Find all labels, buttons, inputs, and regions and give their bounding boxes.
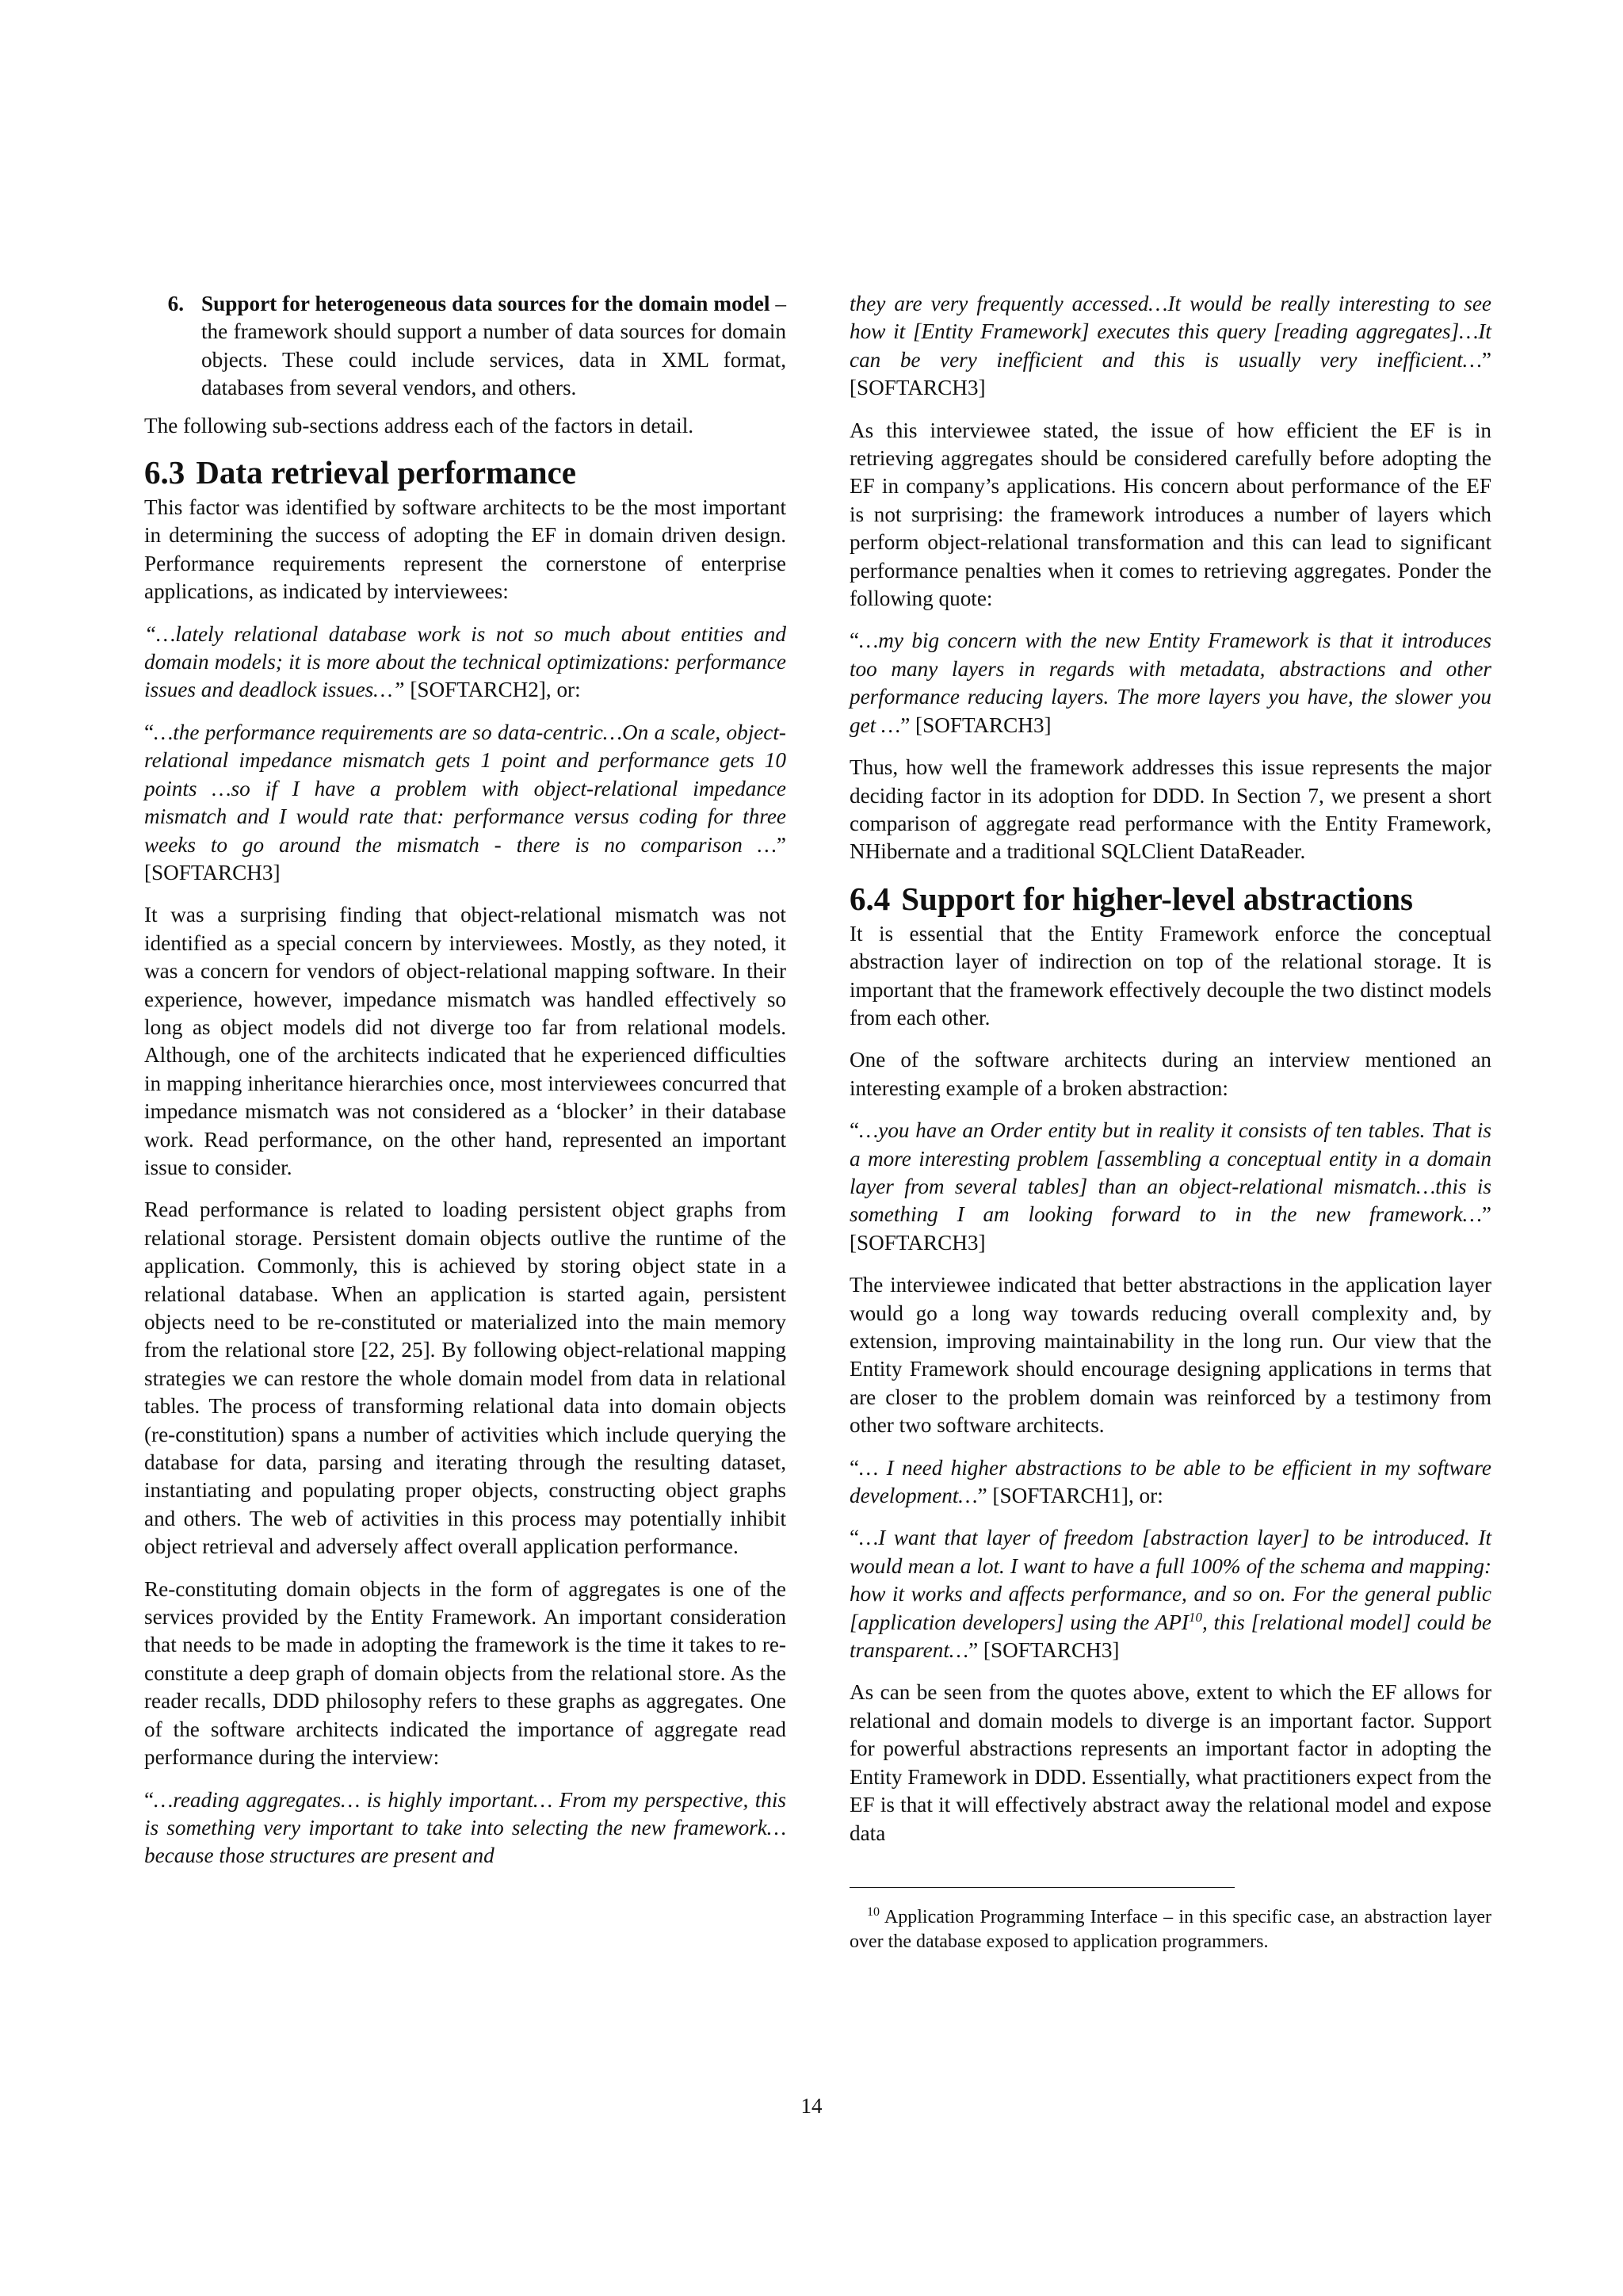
quote-italic: …you have an Order entity but in reality it consists of ten tables. That is a more interesting problem [assembling a conceptual entity in a domain layer from several tables] than an object-relational mismatch…this is something I am looking forward to in the new framework… (850, 1118, 1491, 1227)
quote-open: “ (850, 1455, 860, 1480)
quote-open: “ (850, 1526, 860, 1550)
section-number: 6.3 (144, 454, 185, 491)
paragraph: As this interviewee stated, the issue of how efficient the EF is in retrieving aggregates should be considered carefully before adopting the EF in company’s applications. His concern about performance of the EF is not surprising: the framework introduces a number of layers which perform object-relational transformation and this can lead to significant performance penalties when it comes to retrieving aggregates. Ponder the following quote: (850, 418, 1491, 611)
left-column (144, 290, 786, 1885)
section-title: Data retrieval performance (196, 454, 576, 491)
page-number: 14 (800, 2094, 823, 2118)
footnote-text: Application Programming Interface – in this specific case, an abstraction layer over the database exposed to application programmers. (850, 1906, 1491, 1952)
paragraph: One of the software architects during an interview mentioned an interesting example of a broken abstraction: (850, 1048, 1491, 1100)
section-title: Support for higher-level abstractions (901, 880, 1413, 917)
list-body (201, 290, 786, 403)
quote-tail: [SOFTARCH2], or: (404, 678, 581, 702)
footnote (850, 1905, 1491, 1954)
quote-tail: ” [SOFTARCH3] (968, 1638, 1120, 1663)
section-heading-6-3 (144, 454, 786, 491)
paragraph: As can be seen from the quotes above, extent to which the EF allows for relational and domain models to diverge is an important factor. Support for powerful abstractions represents an important factor in adopting the Entity Framework in DDD. Essentially, what practitioners expect from the EF is that it will effectively abstract away the relational model and expose data (850, 1680, 1491, 1845)
quote-italic: …reading aggregates… is highly important… From my perspective, this is something very important to take into selecting the new framework…because those structures are present and (144, 1787, 786, 1868)
quote-tail: ” [SOFTARCH3] (850, 347, 1491, 400)
quote-open: “ (850, 628, 860, 653)
quote (144, 719, 786, 887)
quote-continued (850, 290, 1491, 403)
quote-italic: they are very frequently accessed…It would be really interesting to see how it [Entity Framework] executes this query [reading aggregates]…It can be very inefficient and this is usually very inefficient… (850, 292, 1491, 372)
list-text: – the framework should support a number of data sources for domain objects. These could include services, data in XML format, databases from several vendors, and others. (201, 292, 787, 400)
right-column (850, 290, 1491, 1954)
quote (850, 1454, 1491, 1511)
paragraph: The interviewee indicated that better abstractions in the application layer would go a long way towards reducing overall complexity and, by extension, improving maintainability in the long run. Our view that the Entity Framework should encourage designing applications in terms that are closer to the problem domain was reinforced by a testimony from other two software architects. (850, 1273, 1491, 1438)
quote (144, 621, 786, 705)
quote (850, 1117, 1491, 1257)
list-bold-lead: Support for heterogeneous data sources for the domain model (201, 292, 770, 315)
quote-italic: …I want that layer of freedom [abstraction layer] to be introduced. It would mean a lot. I want to have a full 100% of the schema and mapping: how it works and affects performance, and so on. For the general public [application developers] using the API (850, 1526, 1491, 1634)
quote-italic: , this [relational model] could be transparent… (850, 1610, 1491, 1663)
quote (850, 1524, 1491, 1664)
footnote-divider (850, 1887, 1235, 1888)
paragraph: This factor was identified by software architects to be the most important in determining the success of adopting the EF in domain driven design. Performance requirements represent the cornerstone of enterprise applications, as indicated by interviewees: (144, 495, 786, 604)
footnote-number: 10 (867, 1904, 880, 1919)
quote (850, 627, 1491, 739)
quote-open: “ (144, 720, 155, 744)
quote-italic: “…lately relational database work is not so much about entities and domain models; it is more about the technical optimizations: performance issues and deadlock issues…” (144, 621, 786, 702)
footnote-ref[interactable]: 10 (1188, 1609, 1202, 1625)
quote-open: “ (144, 1787, 155, 1812)
quote (144, 1786, 786, 1870)
paragraph: Re-constituting domain objects in the form of aggregates is one of the services provided by the Entity Framework. An important consideration that needs to be made in adopting the framework is the time it takes to re-constitute a deep graph of domain objects from the relational store. As the reader recalls, DDD philosophy refers to these graphs as aggregates. One of the software architects indicated the importance of aggregate read performance during the interview: (144, 1576, 786, 1770)
quote-open: “ (850, 1118, 860, 1143)
quote-italic: …the performance requirements are so data-centric…On a scale, object-relational impedance mismatch gets 1 point and performance gets 10 points …so if I have a problem with object-relational impedance mismatch and I would rate that: performance versus coding for three weeks to go around the mismatch - there is no comparison … (144, 720, 786, 857)
list-item (144, 290, 786, 403)
quote-tail: ” [SOFTARCH3] (144, 832, 786, 884)
quote-italic: …my big concern with the new Entity Framework is that it introduces too many layers in regards with metadata, abstractions and other performance reducing layers. The more layers you have, the slower you get … (850, 628, 1491, 737)
list-number: 6. (167, 292, 184, 315)
section-heading-6-4 (850, 881, 1491, 917)
quote-tail: ” [SOFTARCH3] (850, 1202, 1491, 1255)
paragraph: It was a surprising finding that object-relational mismatch was not identified as a special concern by interviewees. Mostly, as they noted, it was a concern for vendors of object-relational mapping software. In their experience, however, impedance mismatch was handled effectively so long as object models did not diverge too far from relational models. Although, one of the architects indicated that he experienced difficulties in mapping inheritance hierarchies once, most interviewees concurred that impedance mismatch was not considered as a ‘blocker’ in their database work. Read performance, on the other hand, represented an important issue to consider. (144, 903, 786, 1179)
quote-tail: ” [SOFTARCH1], or: (977, 1484, 1163, 1508)
quote-tail: ” [SOFTARCH3] (900, 712, 1052, 737)
paragraph: Read performance is related to loading persistent object graphs from relational storage. Persistent domain objects outlive the runtime of the application. Commonly, this is achieved by storing object state in a relational database. When an application is started again, persistent objects need to be re-constituted or materialized into the main memory from the relational store [22, 25]. By following object-relational mapping strategies we can restore the whole domain model from data in relational tables. The process of transforming relational data into domain objects (re-constitution) spans a number of activities which include querying the database for data, parsing and iterating through the resulting dataset, instantiating and populating proper objects, constructing object graphs and others. The web of activities in this process may potentially inhibit object retrieval and adversely affect overall application performance. (144, 1198, 786, 1559)
paragraph: It is essential that the Entity Framework enforce the conceptual abstraction layer of indirection on top of the relational storage. It is important that the framework effectively decouple the two distinct models from each other. (850, 921, 1491, 1030)
paragraph: Thus, how well the framework addresses this issue represents the major deciding factor in its adoption for DDD. In Section 7, we present a short comparison of aggregate read performance with the Entity Framework, NHibernate and a traditional SQLClient DataReader. (850, 755, 1491, 864)
section-number: 6.4 (850, 880, 891, 917)
intro-paragraph: The following sub-sections address each of the factors in detail. (144, 413, 694, 437)
quote-italic: … I need higher abstractions to be able to be efficient in my software development… (850, 1455, 1491, 1508)
